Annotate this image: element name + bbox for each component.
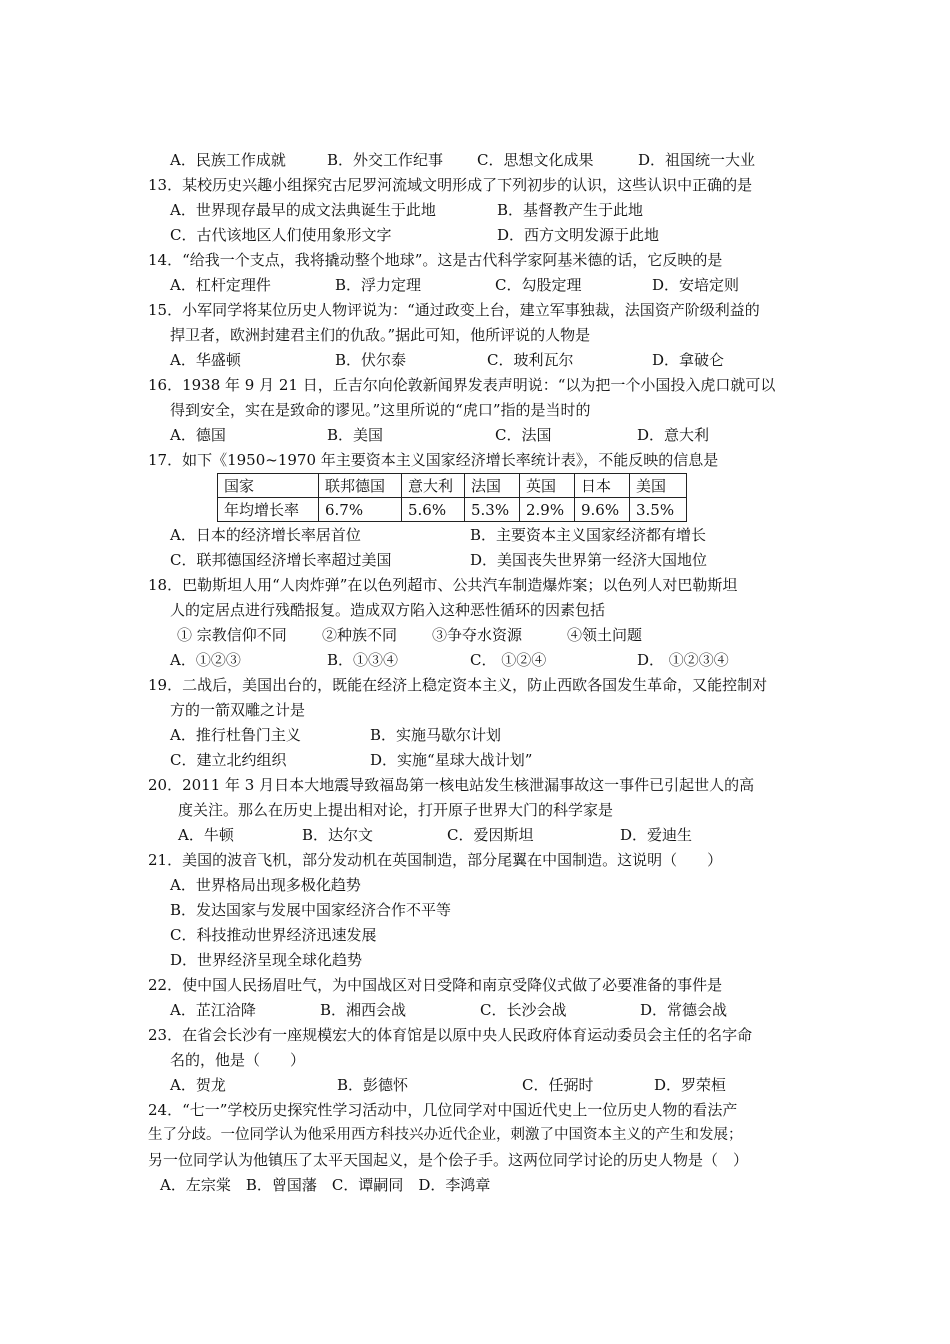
q21-stem: 21．美国的波音飞机，部分发动机在英国制造，部分尾翼在中国制造。这说明（ ） [148,851,723,869]
q13-options-row1 [0,198,950,223]
q19-options-row1 [0,723,950,748]
q14-options [0,273,950,298]
q22-option-a: A．芷江洽降 [170,1001,256,1019]
q21-option-b: B．发达国家与发展中国家经济合作不平等 [170,901,452,919]
q12-option-b: B．外交工作纪事 [327,151,444,169]
table-cell: 5.3% [465,498,520,522]
growth-rate-table [217,473,687,522]
q18-factor-3: ③争夺水资源 [432,626,523,644]
q21-option-a: A．世界格局出现多极化趋势 [170,876,361,894]
q14-stem: 14．“给我一个支点，我将撬动整个地球”。这是古代科学家阿基米德的话，它反映的是 [148,251,723,269]
q17-stem: 17．如下《1950~1970 年主要资本主义国家经济增长率统计表》，不能反映的信息是 [148,451,719,469]
q15-option-b: B．伏尔泰 [335,351,407,369]
q17-options-row1 [0,523,950,548]
table-cell: 9.6% [575,498,630,522]
q15-option-c: C．玻利瓦尔 [487,351,574,369]
q15-options [0,348,950,373]
q22-option-c: C．长沙会战 [480,1001,567,1019]
q17-option-d: D．美国丧失世界第一经济大国地位 [470,551,708,569]
q14-option-a: A．杠杆定理件 [170,276,271,294]
q18-option-a: A．①②③ [170,651,241,669]
q17-table-block [0,473,950,523]
q23-option-d: D．罗荣桓 [654,1076,727,1094]
q19-option-a: A．推行杜鲁门主义 [170,726,301,744]
q24-stem-line2: 生了分歧。一位同学认为他采用西方科技兴办近代企业，刺激了中国资本主义的产生和发展； [148,1127,743,1143]
q19-option-d: D．实施“星球大战计划” [370,751,533,769]
table-cell: 美国 [630,474,687,498]
q16-stem-line1: 16．1938 年 9 月 21 日，丘吉尔向伦敦新闻界发表声明说：“以为把一个小国投入虎口就可以 [148,376,776,394]
table-cell: 意大利 [402,474,465,498]
q19-stem-line2: 方的一箭双雕之计是 [170,701,306,719]
q20-option-a: A．牛顿 [178,826,234,844]
q16-stem-line2: 得到安全，实在是致命的谬见。”这里所说的“虎口”指的是当时的 [170,401,591,419]
q12-option-c: C．思想文化成果 [477,151,594,169]
q16-option-d: D．意大利 [637,426,710,444]
q21-option-d-line [0,948,950,973]
q21-option-c-line [0,923,950,948]
q16-option-c: C．法国 [495,426,552,444]
q20-option-c: C．爱因斯坦 [447,826,534,844]
q20-option-b: B．达尔文 [302,826,374,844]
table-cell: 法国 [465,474,520,498]
q14-option-d: D．安培定则 [652,276,740,294]
table-cell: 6.7% [319,498,402,522]
q18-stem-line1: 18．巴勒斯坦人用“人肉炸弹”在以色列超市、公共汽车制造爆炸案；以色列人对巴勒斯坦 [148,576,738,594]
q18-factors [0,623,950,648]
q23-stem-line2: 名的，他是（ ） [170,1051,306,1069]
q17-option-b: B．主要资本主义国家经济都有增长 [470,526,707,544]
q24-options: A．左宗棠 B．曾国藩 C．谭嗣同 D．李鸿章 [160,1176,491,1194]
table-cell: 国家 [218,474,319,498]
q18-factor-1: ① 宗教信仰不同 [177,626,287,644]
table-cell: 年均增长率 [218,498,319,522]
table-cell: 英国 [520,474,575,498]
q19-option-c: C．建立北约组织 [170,751,287,769]
table-data-row [218,498,687,522]
q22-option-b: B．湘西会战 [320,1001,407,1019]
q17-options-row2 [0,548,950,573]
q15-option-d: D．拿破仑 [652,351,725,369]
table-cell: 5.6% [402,498,465,522]
table-cell: 2.9% [520,498,575,522]
q23-options [0,1073,950,1098]
q24-stem-line3: 另一位同学认为他镇压了太平天国起义，是个侩子手。这两位同学讨论的历史人物是（ ） [148,1151,749,1169]
q13-options-row2 [0,223,950,248]
q17-option-a: A．日本的经济增长率居首位 [170,526,361,544]
q12-option-a: A．民族工作成就 [170,151,286,169]
q20-stem-line1: 20．2011 年 3 月日本大地震导致福岛第一核电站发生核泄漏事故这一事件已引起世人的高 [148,776,755,794]
q15-stem-line2: 捍卫者，欧洲封建君主们的仇敌。”据此可知，他所评说的人物是 [170,326,591,344]
q18-factor-2: ②种族不同 [322,626,398,644]
q20-stem-line2: 度关注。那么在历史上提出相对论，打开原子世界大门的科学家是 [178,801,614,819]
q14-option-c: C．勾股定理 [495,276,582,294]
q23-option-a: A．贺龙 [170,1076,226,1094]
q22-options [0,998,950,1023]
table-cell: 联邦德国 [319,474,402,498]
q23-option-c: C．任弼时 [522,1076,594,1094]
q16-option-b: B．美国 [327,426,384,444]
q24-stem-line1: 24．“七一”学校历史探究性学习活动中，几位同学对中国近代史上一位历史人物的看法产 [148,1101,738,1119]
q15-stem-line1: 15．小军同学将某位历史人物评说为：“通过政变上台，建立军事独裁，法国资产阶级利益的 [148,301,760,319]
q23-stem-line1: 23．在省会长沙有一座规模宏大的体育馆是以原中央人民政府体育运动委员会主任的名字命 [148,1026,753,1044]
q21-option-a-line [0,873,950,898]
q21-option-b-line [0,898,950,923]
q16-options [0,423,950,448]
q18-options [0,648,950,673]
q18-option-d: D． ①②③④ [637,651,729,669]
q21-option-d: D．世界经济呈现全球化趋势 [170,951,363,969]
q18-factor-4: ④领土问题 [567,626,643,644]
q19-option-b: B．实施马歇尔计划 [370,726,502,744]
q22-option-d: D．常德会战 [640,1001,728,1019]
q18-option-c: C． ①②④ [470,651,547,669]
q19-options-row2 [0,748,950,773]
q22-stem: 22．使中国人民扬眉吐气，为中国战区对日受降和南京受降仪式做了必要准备的事件是 [148,976,723,994]
q16-option-a: A．德国 [170,426,226,444]
table-cell: 3.5% [630,498,687,522]
q19-stem-line1: 19．二战后，美国出台的，既能在经济上稳定资本主义，防止西欧各国发生革命，又能控制对 [148,676,768,694]
q18-stem-line2: 人的定居点进行残酷报复。造成双方陷入这种恶性循环的因素包括 [170,601,606,619]
q12-option-d: D．祖国统一大业 [638,151,756,169]
table-cell: 日本 [575,474,630,498]
q12-options [0,148,950,173]
q21-option-c: C．科技推动世界经济迅速发展 [170,926,377,944]
q14-option-b: B．浮力定理 [335,276,422,294]
table-header-row [218,474,687,498]
exam-page [0,148,950,1198]
q18-option-b: B．①③④ [327,651,399,669]
q23-option-b: B．彭德怀 [337,1076,409,1094]
q13-option-b: B．基督教产生于此地 [497,201,644,219]
q15-option-a: A．华盛顿 [170,351,241,369]
q20-options [0,823,950,848]
q13-stem: 13．某校历史兴趣小组探究古尼罗河流域文明形成了下列初步的认识，这些认识中正确的是 [148,176,753,194]
q20-option-d: D．爱迪生 [620,826,693,844]
q13-option-c: C．古代该地区人们使用象形文字 [170,226,392,244]
q13-option-d: D．西方文明发源于此地 [497,226,660,244]
q17-option-c: C．联邦德国经济增长率超过美国 [170,551,392,569]
q13-option-a: A．世界现存最早的成文法典诞生于此地 [170,201,436,219]
